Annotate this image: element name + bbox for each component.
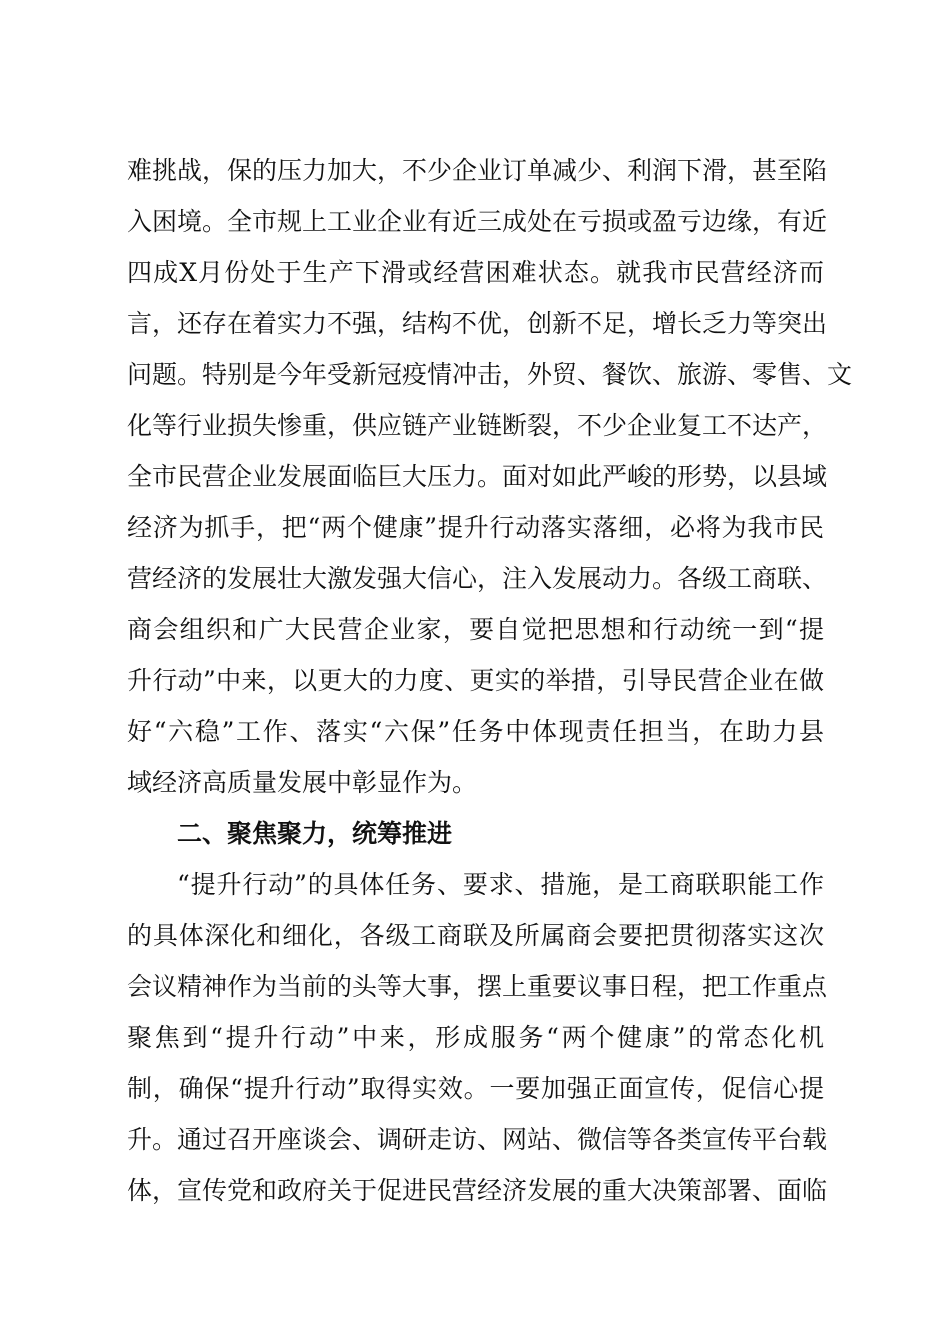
body-text-line: 会议精神作为当前的头等大事，摆上重要议事日程，把工作重点	[127, 972, 828, 1001]
body-text-line: 体，宣传党和政府关于促进民营经济发展的重大决策部署、面临	[127, 1176, 828, 1205]
body-text-line: “提升行动”的具体任务、要求、措施，是工商联职能工作	[177, 870, 824, 899]
body-text-line: 言，还存在着实力不强，结构不优，创新不足，增长乏力等突出	[127, 309, 828, 338]
body-text-line: 问题。特别是今年受新冠疫情冲击，外贸、餐饮、旅游、零售、文	[127, 360, 853, 389]
body-text-line: 商会组织和广大民营企业家，要自觉把思想和行动统一到“提	[127, 615, 824, 644]
body-text-line: 聚焦到“提升行动”中来，形成服务“两个健康”的常态化机	[127, 1023, 824, 1052]
body-text-line: 域经济高质量发展中彰显作为。	[127, 768, 478, 797]
body-text-line: 的具体深化和细化，各级工商联及所属商会要把贯彻落实这次	[127, 921, 824, 950]
body-text-line: 入困境。全市规上工业企业有近三成处在亏损或盈亏边缘，有近	[127, 207, 828, 236]
body-text-line: 经济为抓手，把“两个健康”提升行动落实落细，必将为我市民	[127, 513, 824, 542]
body-text-line: 化等行业损失惨重，供应链产业链断裂，不少企业复工不达产，	[127, 411, 828, 440]
body-text-line: 好“六稳”工作、落实“六保”任务中体现责任担当，在助力县	[127, 717, 824, 746]
body-text-line: 升行动”中来，以更大的力度、更实的举措，引导民营企业在做	[127, 666, 824, 695]
body-text-line: 制，确保“提升行动”取得实效。一要加强正面宣传，促信心提	[127, 1074, 824, 1103]
body-text-line: 难挑战，保的压力加大，不少企业订单减少、利润下滑，甚至陷	[127, 156, 828, 185]
body-text-line: 营经济的发展壮大激发强大信心，注入发展动力。各级工商联、	[127, 564, 828, 593]
body-text-line: 全市民营企业发展面临巨大压力。面对如此严峻的形势，以县域	[127, 462, 828, 491]
body-text-line: 四成X月份处于生产下滑或经营困难状态。就我市民营经济而	[127, 258, 824, 287]
section-heading: 二、聚焦聚力，统筹推进	[177, 819, 453, 848]
body-text-line: 升。通过召开座谈会、调研走访、网站、微信等各类宣传平台载	[127, 1125, 828, 1154]
